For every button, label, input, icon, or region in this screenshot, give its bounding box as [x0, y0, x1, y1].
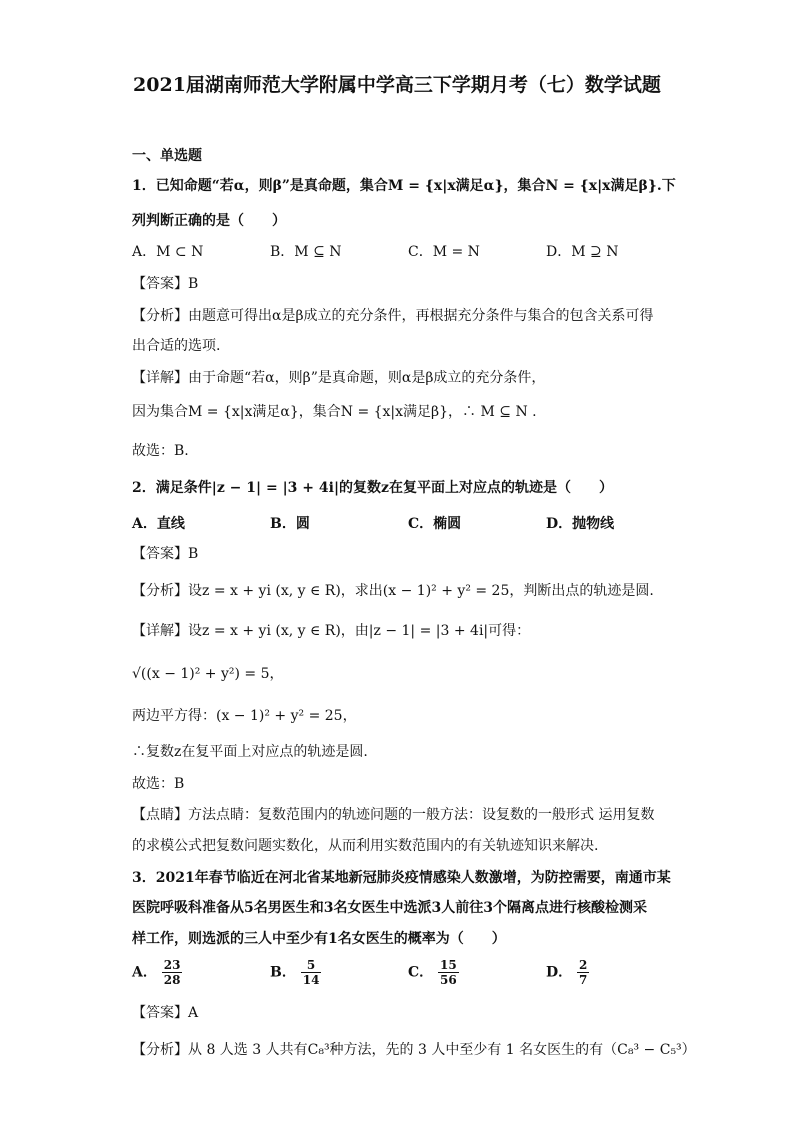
- q1-stem-line2: 列判断正确的是（ ）: [132, 213, 286, 229]
- q1-analysis-line1: 【分析】由题意可得出α是β成立的充分条件，再根据充分条件与集合的包含关系可得: [132, 308, 654, 324]
- q3-option-a-label: A．: [132, 964, 157, 981]
- q2-stem: 2．满足条件|z − 1| = |3 + 4i|的复数z在复平面上对应点的轨迹是（ ）: [132, 480, 613, 496]
- q3-answer: 【答案】A: [132, 1005, 199, 1021]
- q2-option-b: B．圆: [270, 516, 310, 532]
- q2-equation-1: √((x − 1)² + y²) = 5，: [132, 666, 284, 682]
- q3-analysis: 【分析】从 8 人选 3 人共有C₈³种方法，先的 3 人中至少有 1 名女医生的有（C₈³ − C₅³）: [132, 1042, 696, 1058]
- section-heading: 一、单选题: [132, 148, 202, 164]
- q3-option-a-numerator: 23: [163, 958, 181, 972]
- page-title: 2021届湖南师范大学附属中学高三下学期月考（七）数学试题: [133, 74, 661, 96]
- q3-option-c-fraction: [438, 958, 459, 987]
- q3-option-b-fraction: [301, 958, 322, 987]
- q3-option-a: [132, 958, 182, 987]
- q2-tip-line2: 的求模公式把复数问题实数化，从而利用实数范围内的有关轨迹知识来解决.: [132, 838, 599, 854]
- q1-option-a: A．M ⊂ N: [132, 244, 204, 260]
- q2-option-a: A．直线: [132, 516, 185, 532]
- q1-option-c: C．M = N: [408, 244, 480, 260]
- q1-stem-line1: 1．已知命题“若α，则β”是真命题，集合M = {x|x满足α}，集合N = {x|x满足β}.下: [132, 178, 676, 194]
- q2-conclusion: 故选：B: [132, 776, 185, 792]
- q3-option-d-numerator: 2: [579, 958, 588, 972]
- q2-analysis: 【分析】设z = x + yi (x, y ∈ R)，求出(x − 1)² + y² = 25，判断出点的轨迹是圆.: [132, 583, 654, 599]
- q3-option-c-numerator: 15: [440, 958, 457, 972]
- q1-answer: 【答案】B: [132, 276, 199, 292]
- q3-option-a-fraction: [162, 958, 183, 987]
- q3-option-c-denominator: 56: [440, 973, 457, 987]
- q3-stem-line1: 3．2021年春节临近在河北省某地新冠肺炎疫情感染人数激增，为防控需要，南通市某: [132, 870, 671, 886]
- q3-option-b-denominator: 14: [302, 973, 320, 987]
- q1-detail-line2: 因为集合M = {x|x满足α}，集合N = {x|x满足β}，∴ M ⊆ N .: [132, 404, 537, 420]
- q3-option-b-numerator: 5: [301, 958, 322, 973]
- q2-option-d: D．抛物线: [546, 516, 615, 532]
- q2-detail: 【详解】设z = x + yi (x, y ∈ R)，由|z − 1| = |3 + 4i|可得：: [132, 623, 531, 639]
- q3-option-c-label: C．: [408, 964, 434, 981]
- q3-stem-line3: 样工作，则选派的三人中至少有1名女医生的概率为（ ）: [132, 931, 506, 947]
- q1-analysis-line2: 出合适的选项.: [132, 338, 221, 354]
- q1-option-d: D．M ⊇ N: [546, 244, 619, 260]
- q2-option-c: C．椭圆: [408, 516, 462, 532]
- q3-option-d-fraction: [577, 958, 589, 987]
- q3-stem-line2: 医院呼吸科准备从5名男医生和3名女医生中选派3人前往3个隔离点进行核酸检测采: [132, 900, 647, 916]
- q1-option-b: B．M ⊆ N: [270, 244, 342, 260]
- q3-option-d-denominator: 7: [579, 973, 588, 987]
- q1-conclusion: 故选：B.: [132, 443, 189, 459]
- q3-option-d: [546, 958, 589, 987]
- q2-equation-2: 两边平方得：(x − 1)² + y² = 25，: [132, 708, 357, 724]
- q3-option-b-label: B．: [270, 964, 296, 981]
- q2-result: ∴复数z在复平面上对应点的轨迹是圆.: [132, 744, 368, 760]
- q2-answer: 【答案】B: [132, 546, 199, 562]
- q1-detail-line1: 【详解】由于命题“若α，则β”是真命题，则α是β成立的充分条件，: [132, 370, 546, 386]
- q3-option-c: [408, 958, 459, 987]
- q3-option-d-label: D．: [546, 964, 573, 981]
- q2-tip-line1: 【点睛】方法点睛：复数范围内的轨迹问题的一般方法：设复数的一般形式 运用复数: [132, 807, 655, 823]
- q3-option-b: [270, 958, 321, 987]
- q3-option-a-denominator: 28: [163, 973, 181, 987]
